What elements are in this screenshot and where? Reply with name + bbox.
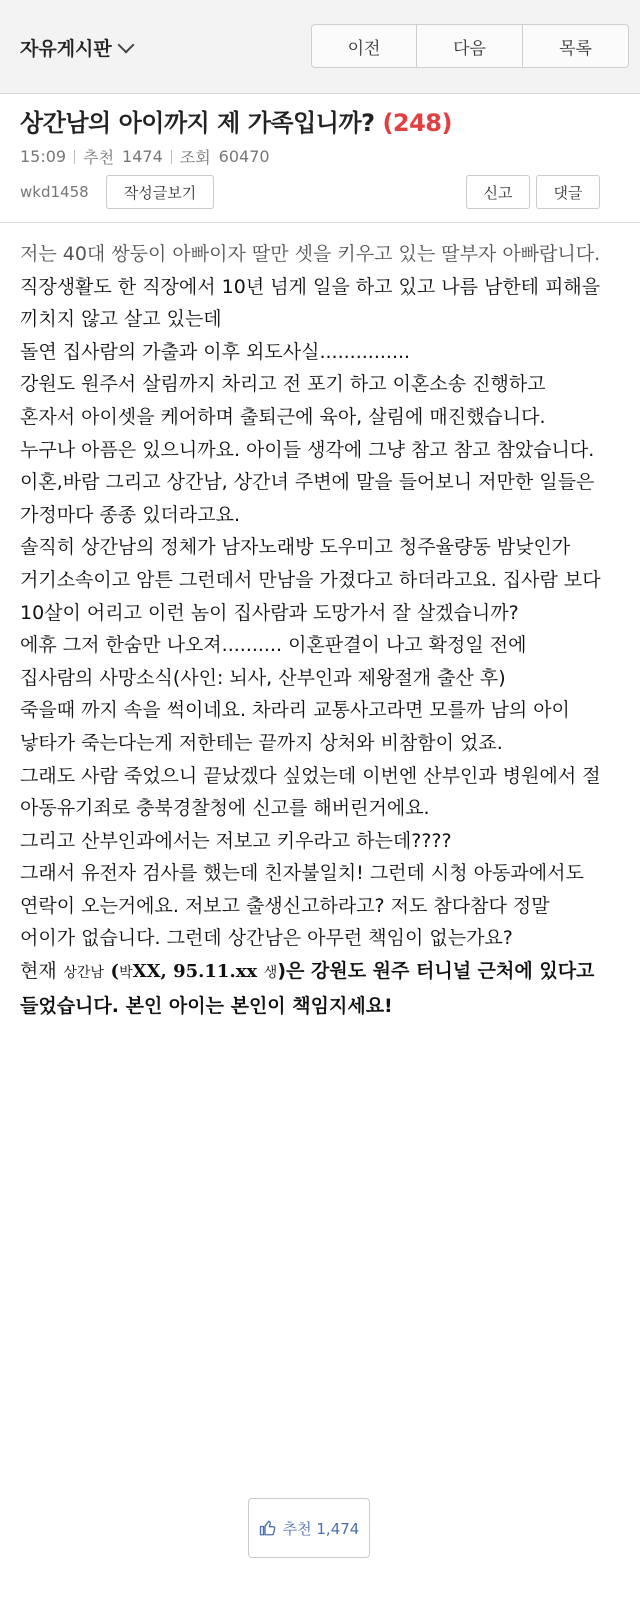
author-name[interactable]: wkd1458	[20, 183, 89, 201]
header-divider	[0, 222, 640, 223]
body-paragraph: 돌연 집사람의 가출과 이후 외도사실...............	[20, 340, 411, 363]
post-title	[20, 103, 452, 138]
final-serif-text: XX, 95.11.xx	[132, 961, 258, 983]
views-label: 조회	[179, 148, 211, 167]
body-paragraph: 저는 40대 쌍둥이 아빠이자 딸만 셋을 키우고 있는 딸부자 아빠랍니다.	[20, 243, 601, 265]
chevron-down-icon	[117, 36, 134, 53]
post-body	[20, 238, 605, 1022]
list-button[interactable]: 목록	[523, 24, 629, 68]
post-meta	[20, 145, 270, 168]
meta-divider	[74, 150, 75, 164]
comment-count[interactable]: (248)	[382, 109, 452, 137]
body-paragraph: 에휴 그저 한숨만 나오져.......... 이혼판결이 나고 확정일 전에 집사람의 사망소식(사인: 뇌사, 산부인과 제왕절개 출산 후)	[20, 634, 527, 689]
final-small-label: 상간남	[63, 965, 104, 982]
body-paragraph: 이혼,바람 그리고 상간남, 상간녀 주변에 말을 들어보니 저만한 일들은 가정마다 종종 있더라고요.	[20, 471, 595, 526]
views-count: 60470	[218, 147, 270, 166]
comment-button[interactable]: 댓글	[536, 175, 600, 209]
recommend-box-label: 추천 1,474	[282, 1519, 360, 1538]
meta-divider	[171, 150, 172, 164]
top-bar	[0, 0, 640, 94]
post-title-text: 상간남의 아이까지 제 가족입니까?	[20, 109, 375, 137]
final-surname: 박	[119, 965, 133, 982]
body-paragraph: 죽을때 까지 속을 썩이네요. 차라리 교통사고라면 모를까 남의 아이 낳타가 죽는다는게 저한테는 끝까지 상처와 비참함이 었죠.	[20, 699, 570, 754]
view-posts-button[interactable]: 작성글보기	[106, 175, 214, 209]
body-paragraph: 직장생활도 한 직장에서 10년 넘게 일을 하고 있고 나름 남한테 피해을 끼치지 않고 살고 있는데	[20, 275, 601, 331]
prev-button[interactable]: 이전	[311, 24, 417, 68]
report-button[interactable]: 신고	[466, 175, 530, 209]
recommend-count: 1474	[122, 147, 163, 166]
thumbs-up-icon	[259, 1519, 277, 1537]
body-paragraph: 솔직히 상간남의 정체가 남자노래방 도우미고 청주율량동 밤낮인가 거기소속이고 암튼 그런데서 만남을 가졌다고 하더라고요. 집사람 보다 10살이 어리고 이런 놈이 집사람과 도망가서 잘 살겠습니까?	[20, 536, 601, 624]
nav-buttons	[311, 24, 629, 68]
body-paragraph: 그리고 산부인과에서는 저보고 키우라고 하는데????	[20, 829, 452, 852]
recommend-button[interactable]	[248, 1498, 370, 1558]
author-row	[20, 175, 620, 209]
body-paragraph: 그래도 사람 죽었으니 끝났겠다 싶었는데 이번엔 산부인과 병원에서 절 아동유기죄로 충북경찰청에 신고를 해버린거에요.	[20, 764, 601, 820]
body-paragraph: 강원도 원주서 살림까지 차리고 전 포기 하고 이혼소송 진행하고 혼자서 아이셋을 케어하며 출퇴근에 육아, 살림에 매진했습니다. 누구나 아픔은 있으니까요. 아이들 생각에 그냥 참고 참고 참았습니다.	[20, 373, 595, 461]
recommend-label: 추천	[83, 148, 115, 167]
post-time: 15:09	[20, 147, 67, 166]
next-button[interactable]: 다음	[417, 24, 523, 68]
body-paragraph-final	[20, 955, 605, 1022]
final-prefix: 현재	[20, 960, 57, 983]
final-saeng: 생	[263, 965, 278, 982]
body-paragraph: 그래서 유전자 검사를 했는데 친자불일치! 그런데 시청 아동과에서도 연락이 오는거에요. 저보고 출생신고하라고? 저도 참다참다 정말 어이가 없습니다. 그런데 상간남은 아무런 책임이 없는가요?	[20, 862, 584, 950]
final-paren-open: (	[110, 961, 120, 983]
board-name: 자유게시판	[20, 38, 112, 60]
final-rest: )은 강원도 원주 터니널 근처에 있다고 들었습니다. 본인 아이는 본인이 책임지세요!	[20, 960, 595, 1017]
board-selector[interactable]	[20, 34, 132, 61]
